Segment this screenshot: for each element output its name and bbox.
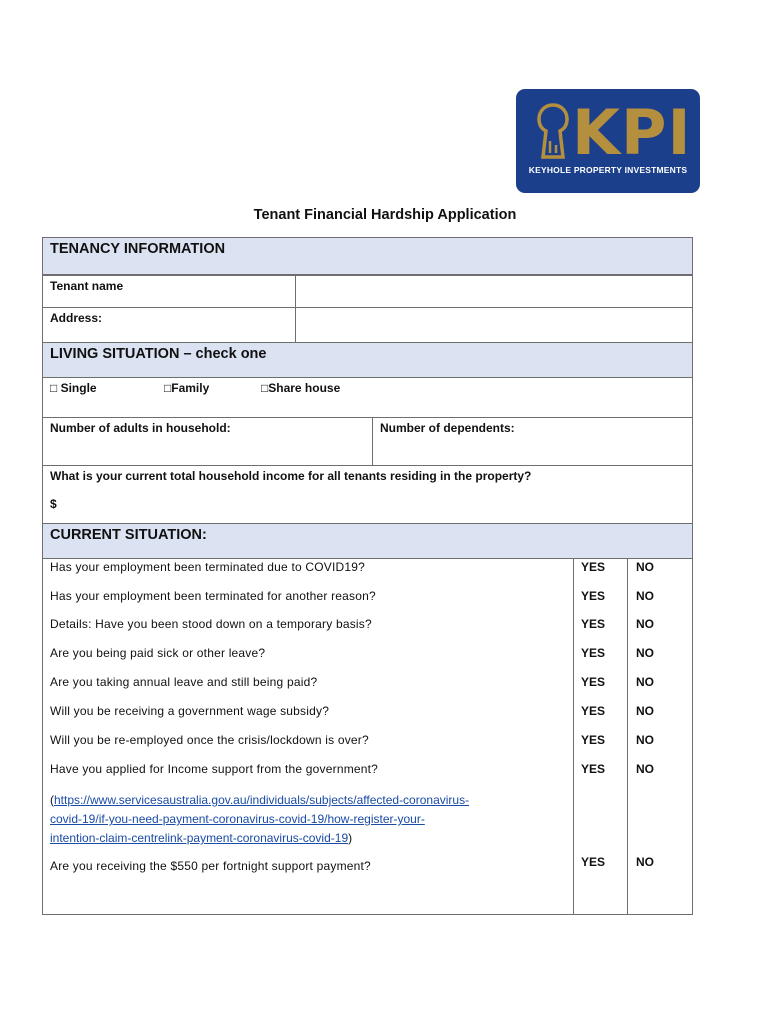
logo-brand-text: KPI: [572, 96, 692, 169]
question-1: Has your employment been terminated due to COVID19?: [50, 560, 366, 574]
question-2: Has your employment been terminated for another reason?: [50, 589, 376, 603]
column-divider-yes: [573, 558, 574, 915]
yes-option[interactable]: YES: [581, 646, 606, 660]
question-support-payment: Are you receiving the $550 per fortnight support payment?: [50, 859, 371, 873]
no-option[interactable]: NO: [636, 646, 654, 660]
question-6: Will you be receiving a government wage subsidy?: [50, 704, 330, 718]
option-family[interactable]: □Family: [164, 381, 210, 395]
hardship-form: [42, 237, 693, 915]
yes-option[interactable]: YES: [581, 589, 606, 603]
address-field[interactable]: [295, 307, 693, 343]
logo-tagline: KEYHOLE PROPERTY INVESTMENTS: [528, 165, 688, 175]
yes-option[interactable]: YES: [581, 762, 606, 776]
option-share-house[interactable]: □Share house: [261, 381, 341, 395]
document-title: Tenant Financial Hardship Application: [253, 207, 517, 223]
column-divider-no: [627, 558, 628, 915]
section-current-situation: CURRENT SITUATION:: [42, 523, 693, 559]
question-7: Will you be re-employed once the crisis/lockdown is over?: [50, 733, 369, 747]
dependents-field[interactable]: Number of dependents:: [372, 417, 693, 466]
currency-symbol: $: [50, 497, 57, 511]
no-option[interactable]: NO: [636, 589, 654, 603]
option-single[interactable]: □ Single: [50, 381, 97, 395]
address-label: Address:: [42, 307, 296, 343]
question-4: Are you being paid sick or other leave?: [50, 646, 266, 660]
no-option[interactable]: NO: [636, 762, 654, 776]
no-option[interactable]: NO: [636, 855, 654, 869]
adults-in-household-field[interactable]: Number of adults in household:: [42, 417, 373, 466]
no-option[interactable]: NO: [636, 733, 654, 747]
household-income-question: What is your current total household income for all tenants residing in the property?: [50, 469, 532, 483]
tenant-name-field[interactable]: [295, 275, 693, 308]
centrelink-link-text: (https://www.servicesaustralia.gov.au/individuals/subjects/affected-coronavirus- covid-19/if-you-need-payment-coronavirus-covid-19/how-register-your- intention-claim-centrelink-payment-coronavirus-covid-19): [50, 793, 470, 845]
yes-option[interactable]: YES: [581, 855, 606, 869]
section-tenancy-information: TENANCY INFORMATION: [42, 237, 693, 275]
tenant-name-label: Tenant name: [42, 275, 296, 308]
yes-option[interactable]: YES: [581, 704, 606, 718]
yes-option[interactable]: YES: [581, 560, 606, 574]
keyhole-icon: [536, 103, 570, 159]
yes-option[interactable]: YES: [581, 617, 606, 631]
no-option[interactable]: NO: [636, 617, 654, 631]
no-option[interactable]: NO: [636, 675, 654, 689]
question-5: Are you taking annual leave and still being paid?: [50, 675, 318, 689]
yes-option[interactable]: YES: [581, 675, 606, 689]
no-option[interactable]: NO: [636, 704, 654, 718]
household-income-field[interactable]: [42, 465, 693, 524]
section-living-situation: LIVING SITUATION – check one: [42, 342, 693, 378]
question-8: Have you applied for Income support from the government?: [50, 762, 379, 776]
no-option[interactable]: NO: [636, 560, 654, 574]
kpi-logo: [516, 89, 700, 193]
yes-option[interactable]: YES: [581, 733, 606, 747]
living-options-row: [42, 377, 693, 418]
question-3: Details: Have you been stood down on a temporary basis?: [50, 617, 372, 631]
centrelink-link[interactable]: https://www.servicesaustralia.gov.au/individuals/subjects/affected-coronavirus- covid-19/if-you-need-payment-coronavirus-covid-19/how-register-your- intention-claim-centrelink-payment-coronavirus-covid-19: [50, 793, 470, 845]
